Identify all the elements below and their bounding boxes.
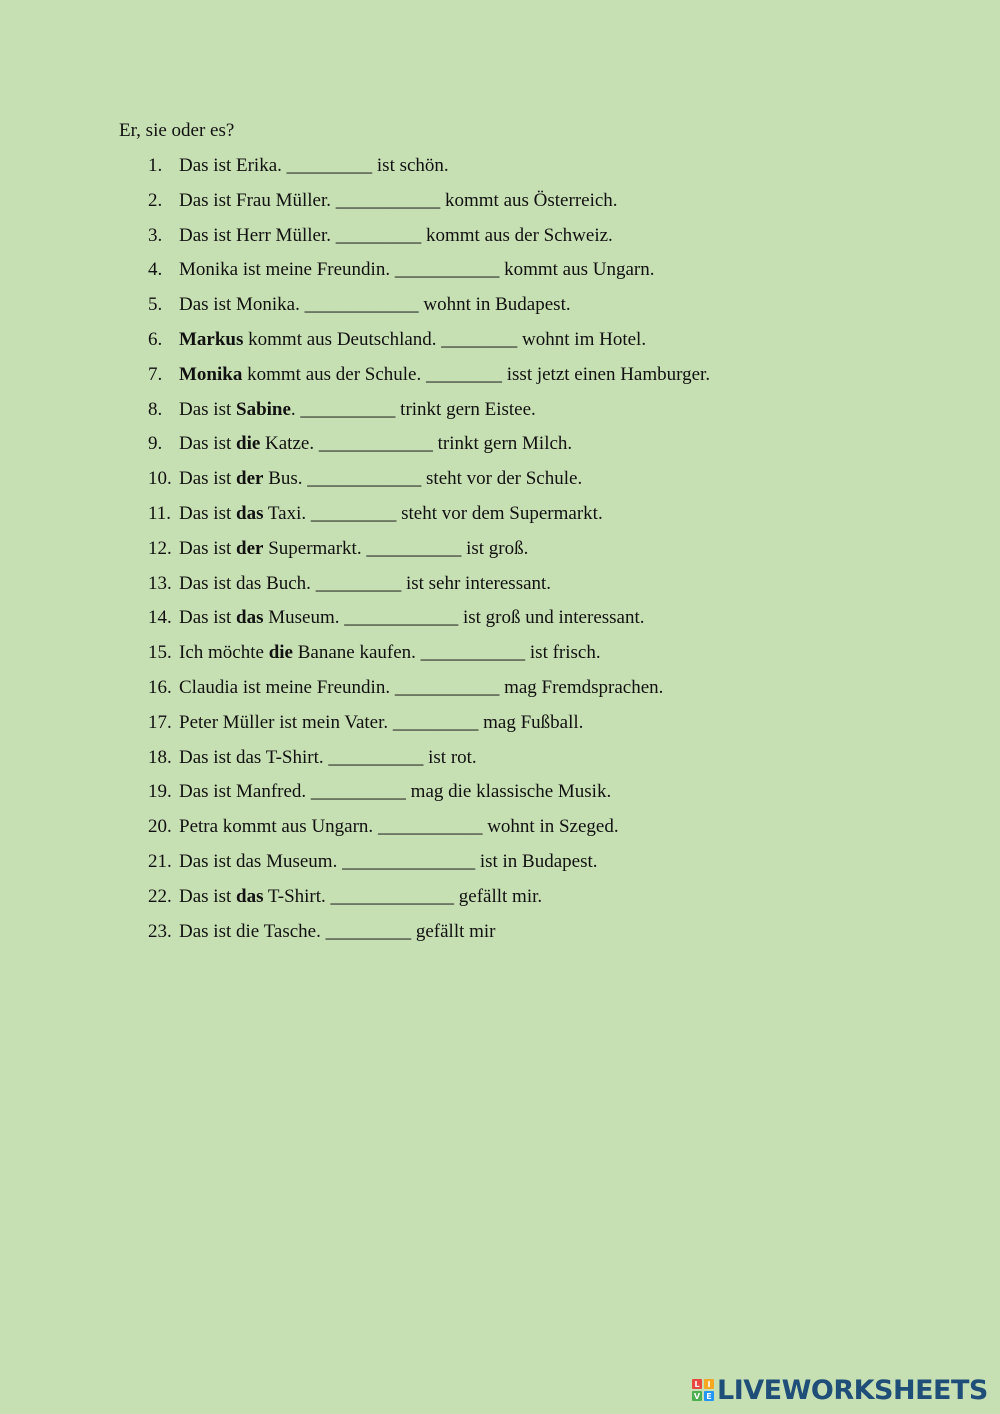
sentence-text: kommt aus Ungarn. — [499, 259, 655, 281]
exercise-item — [148, 328, 710, 363]
sentence-text: Das ist — [179, 502, 236, 524]
bold-word: Sabine — [236, 398, 291, 420]
sentence-text: Museum. — [263, 607, 345, 629]
exercise-number: 15. — [148, 642, 172, 664]
sentence-text: Das ist — [179, 537, 236, 559]
sentence-text: Das ist Monika. — [179, 294, 305, 316]
exercise-item — [148, 363, 710, 398]
exercise-sentence — [179, 537, 528, 572]
sentence-text: Das ist Erika. — [179, 155, 287, 176]
answer-blank[interactable]: ____________ — [344, 607, 459, 629]
sentence-text: mag die klassische Musik. — [405, 781, 612, 803]
sentence-text: . — [290, 398, 301, 420]
exercise-item — [148, 502, 710, 537]
logo-grid-cell: L — [692, 1379, 702, 1389]
exercise-sentence — [179, 224, 613, 259]
answer-blank[interactable]: ______________ — [342, 850, 476, 872]
sentence-text: kommt aus der Schule. — [242, 363, 426, 385]
exercise-number: 12. — [148, 537, 172, 559]
exercise-item — [148, 537, 710, 572]
exercise-sentence — [179, 258, 655, 293]
exercise-number: 21. — [148, 850, 172, 872]
answer-blank[interactable]: _________ — [392, 711, 479, 733]
exercise-number: 14. — [148, 607, 172, 629]
exercise-number: 8. — [148, 398, 163, 420]
exercise-item — [148, 398, 710, 433]
exercise-item — [148, 258, 710, 293]
exercise-number: 4. — [148, 259, 163, 281]
sentence-text: ist groß und interessant. — [458, 607, 645, 629]
exercise-sentence — [179, 780, 611, 815]
exercise-item — [148, 432, 710, 467]
liveworksheets-logo — [692, 1374, 988, 1406]
exercise-sentence — [179, 467, 582, 502]
answer-blank[interactable]: ___________ — [394, 676, 500, 698]
exercise-number: 2. — [148, 189, 163, 211]
sentence-text: wohnt in Budapest. — [418, 294, 571, 316]
sentence-text: Monika ist meine Freundin. — [179, 259, 395, 281]
sentence-text: Das ist — [179, 468, 236, 490]
sentence-text: mag Fremdsprachen. — [499, 676, 664, 698]
sentence-text: Bus. — [263, 468, 308, 490]
exercise-number: 22. — [148, 885, 172, 907]
exercise-sentence — [179, 815, 619, 850]
exercise-number: 5. — [148, 294, 163, 316]
sentence-text: Banane kaufen. — [292, 642, 421, 664]
exercise-sentence — [179, 920, 496, 955]
sentence-text: Katze. — [260, 433, 319, 455]
exercise-item — [148, 780, 710, 815]
exercise-item — [148, 815, 710, 850]
sentence-text: Petra kommt aus Ungarn. — [179, 816, 378, 838]
sentence-text: Das ist — [179, 433, 236, 455]
exercise-item — [148, 572, 710, 607]
exercise-sentence — [179, 676, 663, 711]
exercise-number: 19. — [148, 781, 172, 803]
bold-word: der — [236, 468, 264, 490]
sentence-text: Das ist das Museum. — [179, 850, 343, 872]
answer-blank[interactable]: _____________ — [330, 885, 455, 907]
sentence-text: ist frisch. — [525, 642, 601, 664]
sentence-text: Das ist Manfred. — [179, 781, 311, 803]
sentence-text: Peter Müller ist mein Vater. — [179, 711, 393, 733]
exercise-item — [148, 189, 710, 224]
exercise-number: 13. — [148, 572, 172, 594]
exercise-sentence — [179, 572, 551, 607]
exercise-item — [148, 467, 710, 502]
exercise-number: 10. — [148, 468, 172, 490]
exercise-number: 9. — [148, 433, 163, 455]
sentence-text: ist rot. — [423, 746, 477, 768]
sentence-text: Das ist — [179, 607, 236, 629]
answer-blank[interactable]: _________ — [315, 572, 402, 594]
sentence-text: kommt aus Österreich. — [440, 189, 618, 211]
answer-blank[interactable]: ___________ — [420, 642, 526, 664]
bold-word: die — [236, 433, 261, 455]
answer-blank[interactable]: _________ — [335, 224, 422, 246]
exercise-sentence — [179, 641, 601, 676]
answer-blank[interactable]: ____________ — [304, 294, 419, 316]
answer-blank[interactable]: ____________ — [318, 433, 433, 455]
exercise-sentence — [179, 398, 536, 433]
answer-blank[interactable]: ___________ — [335, 189, 441, 211]
answer-blank[interactable]: _________ — [325, 920, 412, 942]
sentence-text: Supermarkt. — [263, 537, 367, 559]
exercise-item — [148, 154, 710, 189]
exercise-number: 11. — [148, 502, 172, 524]
bold-word: Monika — [179, 363, 243, 385]
exercise-item — [148, 606, 710, 641]
sentence-text: kommt aus der Schweiz. — [421, 224, 613, 246]
answer-blank[interactable]: _________ — [286, 155, 373, 176]
answer-blank[interactable]: ________ — [426, 363, 502, 385]
sentence-text: Das ist Frau Müller. — [179, 189, 336, 211]
sentence-text: Ich möchte — [179, 642, 269, 664]
sentence-text: gefällt mir. — [454, 885, 543, 907]
bold-word: der — [236, 537, 264, 559]
sentence-text: Das ist — [179, 885, 236, 907]
exercise-item — [148, 850, 710, 885]
exercise-list — [148, 154, 710, 954]
exercise-item — [148, 746, 710, 781]
sentence-text: steht vor dem Supermarkt. — [396, 502, 603, 524]
exercise-number: 17. — [148, 711, 172, 733]
sentence-text: wohnt in Szeged. — [482, 816, 619, 838]
answer-blank[interactable]: ___________ — [394, 259, 500, 281]
sentence-text: trinkt gern Milch. — [432, 433, 573, 455]
sentence-text: kommt aus Deutschland. — [243, 328, 442, 350]
sentence-text: Das ist — [179, 398, 236, 420]
exercise-item — [148, 224, 710, 259]
sentence-text: ist in Budapest. — [475, 850, 598, 872]
exercise-sentence — [179, 885, 542, 920]
exercise-number: 6. — [148, 328, 163, 350]
sentence-text: Das ist das T-Shirt. — [179, 746, 329, 768]
exercise-number: 18. — [148, 746, 172, 768]
answer-blank[interactable]: __________ — [366, 537, 462, 559]
exercise-number: 23. — [148, 920, 172, 942]
exercise-item — [148, 711, 710, 746]
exercise-number: 16. — [148, 676, 172, 698]
answer-blank[interactable]: __________ — [310, 781, 406, 803]
sentence-text: isst jetzt einen Hamburger. — [502, 363, 711, 385]
answer-blank[interactable]: _________ — [310, 502, 397, 524]
exercise-number: 1. — [148, 155, 163, 176]
exercise-number: 20. — [148, 816, 172, 838]
exercise-sentence — [179, 293, 571, 328]
exercise-sentence — [179, 363, 710, 398]
answer-blank[interactable]: ____________ — [307, 468, 422, 490]
exercise-sentence — [179, 189, 618, 224]
logo-grid-cell: E — [704, 1391, 714, 1401]
exercise-item — [148, 641, 710, 676]
sentence-text: steht vor der Schule. — [421, 468, 583, 490]
sentence-text: Claudia ist meine Freundin. — [179, 676, 395, 698]
sentence-text: ist groß. — [461, 537, 529, 559]
bold-word: das — [236, 885, 264, 907]
exercise-number: 3. — [148, 224, 163, 246]
sentence-text: Das ist das Buch. — [179, 572, 316, 594]
worksheet-heading: Er, sie oder es? — [119, 120, 235, 141]
answer-blank[interactable]: __________ — [328, 746, 424, 768]
exercise-sentence — [179, 711, 583, 746]
exercise-item — [148, 676, 710, 711]
sentence-text: ist schön. — [372, 155, 449, 176]
logo-icon — [692, 1379, 714, 1401]
exercise-sentence — [179, 850, 598, 885]
sentence-text: mag Fußball. — [478, 711, 584, 733]
exercise-number: 7. — [148, 363, 163, 385]
bold-word: Markus — [179, 328, 244, 350]
exercise-sentence — [179, 432, 572, 467]
answer-blank[interactable]: __________ — [300, 398, 396, 420]
sentence-text: wohnt im Hotel. — [517, 328, 647, 350]
bold-word: die — [268, 642, 293, 664]
exercise-sentence — [179, 502, 603, 537]
sentence-text: T-Shirt. — [263, 885, 331, 907]
sentence-text: ist sehr interessant. — [401, 572, 552, 594]
exercise-sentence — [179, 328, 646, 363]
exercise-sentence — [179, 154, 449, 189]
bold-word: das — [236, 502, 264, 524]
logo-grid-cell: I — [704, 1379, 714, 1389]
answer-blank[interactable]: ___________ — [377, 816, 483, 838]
exercise-item — [148, 885, 710, 920]
answer-blank[interactable]: ________ — [441, 328, 518, 350]
logo-grid-cell: V — [693, 1391, 701, 1401]
logo-text: LIVEWORKSHEETS — [717, 1374, 988, 1406]
exercise-item — [148, 293, 710, 328]
exercise-sentence — [179, 606, 645, 641]
sentence-text: gefällt mir — [411, 920, 496, 942]
exercise-sentence — [179, 746, 477, 781]
bold-word: das — [236, 607, 264, 629]
sentence-text: Das ist die Tasche. — [179, 920, 326, 942]
sentence-text: Taxi. — [263, 502, 311, 524]
sentence-text: Das ist Herr Müller. — [179, 224, 336, 246]
exercise-item — [148, 920, 710, 955]
sentence-text: trinkt gern Eistee. — [395, 398, 536, 420]
